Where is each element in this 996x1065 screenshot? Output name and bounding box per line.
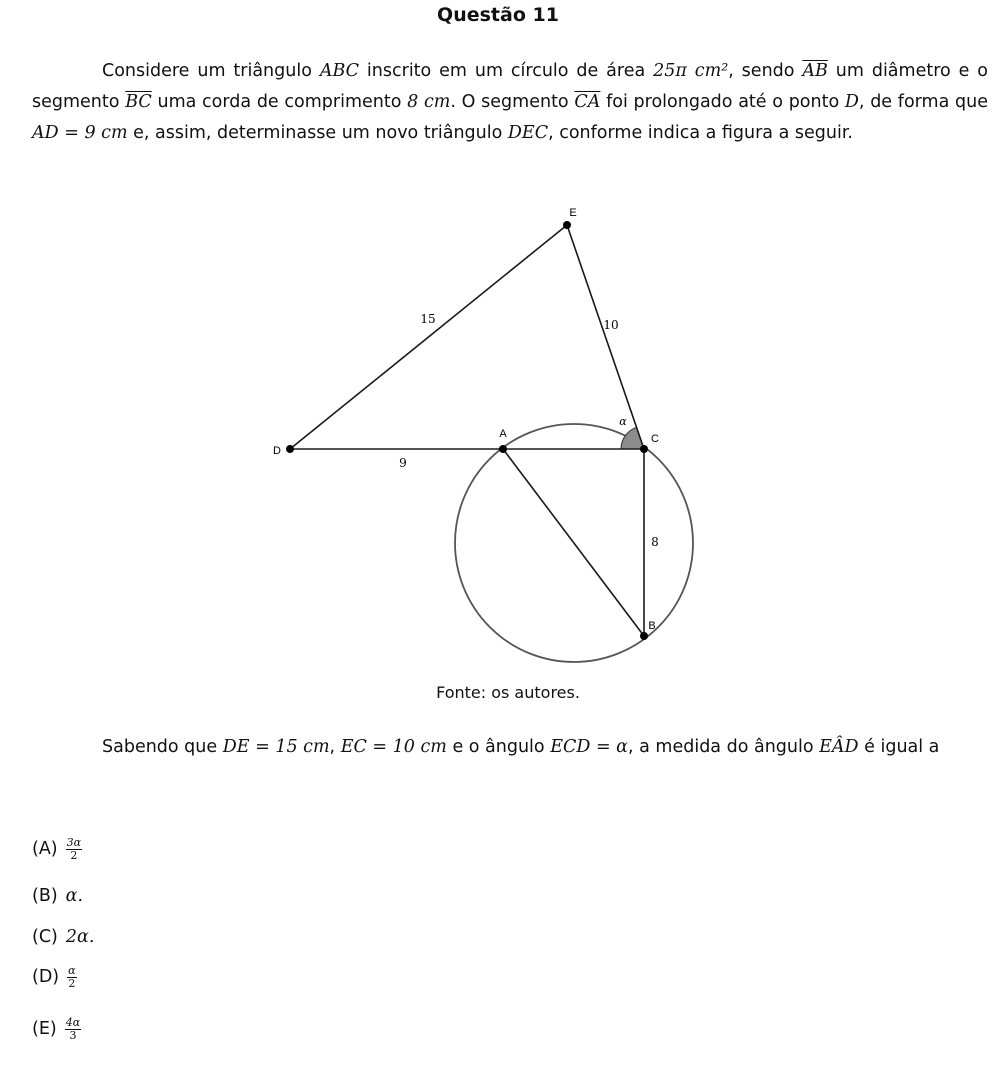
option-a[interactable] [32,834,82,864]
option-fraction: $\frac{3\alpha}{2}$ [66,835,82,862]
option-label: (D) [32,967,60,987]
length-label-ec: 10 [603,318,619,332]
option-label: (A) [32,839,58,859]
option-text: α. [65,886,84,906]
length-label-da: 9 [399,456,407,470]
option-label: (B) [32,886,58,906]
math-dec: DEC [507,123,549,143]
option-text: 2α. [65,927,95,947]
option-e[interactable] [32,1014,81,1044]
math-segment-ca: $\overline{CA}$ [574,92,601,112]
option-b[interactable] [32,881,83,911]
label-c: C [651,433,659,445]
option-c[interactable] [32,922,94,952]
math-abc: ABC [319,61,360,81]
option-label: (E) [32,1019,57,1039]
point-a [499,445,507,453]
math-segment-bc: $\overline{BC}$ [125,92,152,112]
segment-de [290,225,567,449]
math-8cm: 8 cm [407,92,451,112]
length-label-de: 15 [420,312,436,326]
option-fraction: $\frac{\alpha}{2}$ [68,963,76,990]
math-de: DE = 15 cm [222,737,330,757]
label-a: A [499,428,507,440]
point-c [640,445,648,453]
question-statement: Sabendo que DE = 15 cm, EC = 10 cm e o ângulo ECD = α, a medida do ângulo EÂD é igual a [102,737,940,757]
point-d [286,445,294,453]
label-e: E [569,207,577,219]
point-b [640,632,648,640]
math-ad: AD = 9 cm [32,123,128,143]
label-b: B [648,620,656,632]
option-fraction: $\frac{4\alpha}{3}$ [65,1015,81,1042]
length-label-cb: 8 [651,535,659,549]
point-e [563,221,571,229]
question-title: Questão 11 [437,4,559,26]
option-label: (C) [32,927,58,947]
math-ecd: ECD = α [550,737,628,757]
question-intro: Considere um triângulo ABC inscrito em um círculo de área 25π cm², sendo $\overline{AB}$ um diâmetro e o segmento $\overline{BC}$ uma corda de comprimento 8 cm. O segmento $\overline{CA}$ foi prolongado até o ponto D, de forma que AD = 9 cm e, assim, determinasse um novo triângulo DEC, conforme indica a figura a seguir. [32,61,989,143]
math-ec: EC = 10 cm [340,737,447,757]
figure-caption: Fonte: os autores. [436,683,580,702]
segment-ab [503,449,644,636]
math-segment-ab: $\overline{AB}$ [802,61,828,81]
option-d[interactable] [32,962,77,992]
math-area: 25π cm² [653,61,729,81]
angle-label-alpha: α [619,415,627,428]
label-d: D [273,445,281,457]
math-ead: EÂD [819,737,859,757]
math-point-d: D [844,92,859,112]
segment-ec [567,225,644,449]
